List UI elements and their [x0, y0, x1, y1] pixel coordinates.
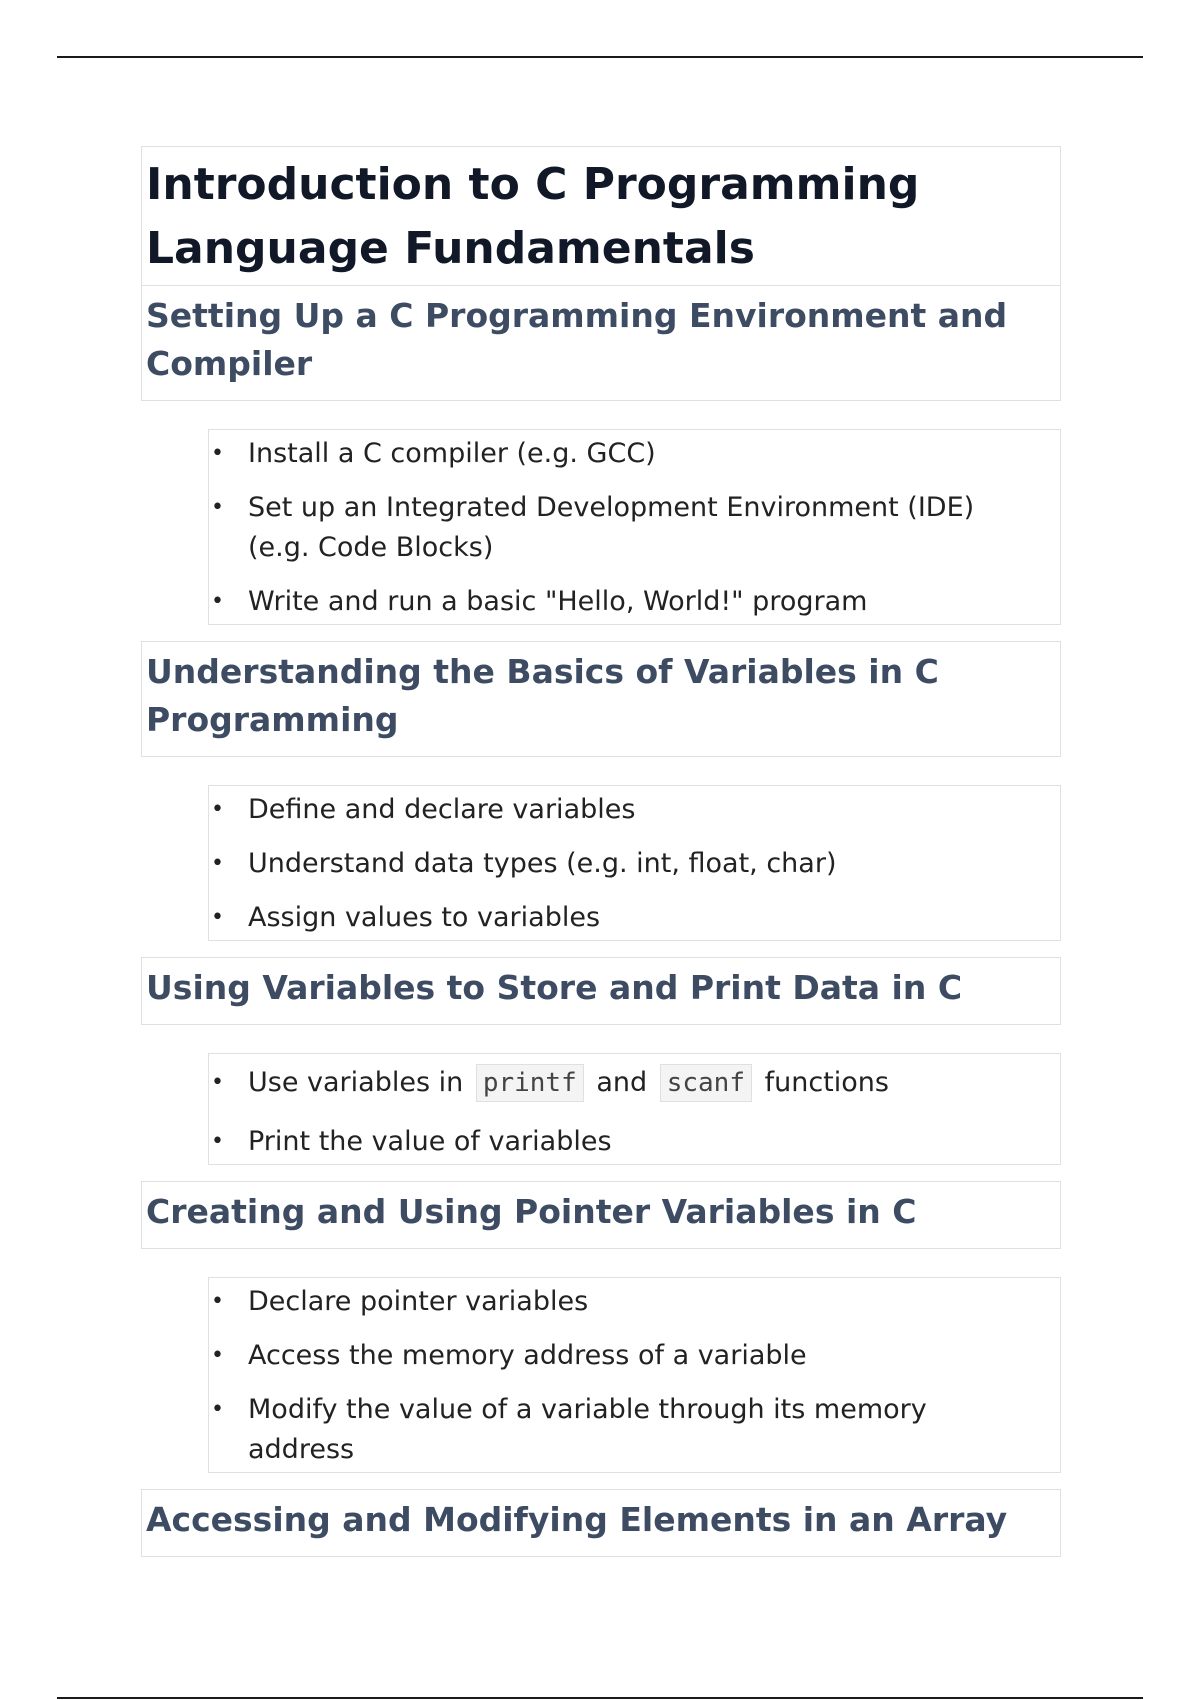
bullet-icon: •	[211, 1070, 224, 1095]
section-title: Accessing and Modifying Elements in an Array	[146, 1500, 1008, 1539]
bottom-rule	[57, 1697, 1143, 1699]
list-item: • Set up an Integrated Development Environment (IDE) (e.g. Code Blocks)	[209, 488, 1060, 568]
section-heading-arrays	[141, 1489, 1061, 1557]
section-heading-setup	[141, 285, 1061, 401]
bullet-list-variables	[208, 785, 1061, 941]
list-item: • Declare pointer variables	[209, 1282, 1060, 1322]
list-item: • Modify the value of a variable through its memory address	[209, 1390, 1060, 1470]
bullet-icon: •	[211, 1129, 224, 1154]
list-item: • Write and run a basic "Hello, World!" program	[209, 582, 1060, 622]
list-item: • Define and declare variables	[209, 790, 1060, 830]
bullet-icon: •	[211, 851, 224, 876]
document-title: Introduction to C Programming Language Fundamentals	[146, 159, 920, 274]
code-scanf: scanf	[660, 1064, 752, 1102]
section-heading-pointers	[141, 1181, 1061, 1249]
bullet-icon: •	[211, 1343, 224, 1368]
section-title: Understanding the Basics of Variables in C Programming	[146, 652, 939, 739]
list-item: • Install a C compiler (e.g. GCC)	[209, 434, 1060, 474]
document-body	[141, 146, 1061, 1557]
bullet-icon: •	[211, 1397, 224, 1422]
bullet-icon: •	[211, 589, 224, 614]
bullet-icon: •	[211, 1289, 224, 1314]
bullet-list-pointers	[208, 1277, 1061, 1473]
title-block	[141, 146, 1061, 285]
list-item: • Assign values to variables	[209, 898, 1060, 938]
code-printf: printf	[476, 1064, 584, 1102]
bullet-icon: •	[211, 797, 224, 822]
bullet-icon: •	[211, 441, 224, 466]
list-item: • Understand data types (e.g. int, float, char)	[209, 844, 1060, 884]
list-item: • Access the memory address of a variable	[209, 1336, 1060, 1376]
bullet-list-print-data	[208, 1053, 1061, 1165]
list-item: • Use variables in printf and scanf functions	[209, 1058, 1060, 1108]
section-title: Creating and Using Pointer Variables in C	[146, 1192, 917, 1231]
bullet-icon: •	[211, 495, 224, 520]
top-rule	[57, 56, 1143, 58]
bullet-icon: •	[211, 905, 224, 930]
list-item: • Print the value of variables	[209, 1122, 1060, 1162]
section-heading-print-data	[141, 957, 1061, 1025]
section-title: Using Variables to Store and Print Data in C	[146, 968, 963, 1007]
bullet-list-setup	[208, 429, 1061, 625]
section-title: Setting Up a C Programming Environment and Compiler	[146, 296, 1008, 383]
section-heading-variables	[141, 641, 1061, 757]
